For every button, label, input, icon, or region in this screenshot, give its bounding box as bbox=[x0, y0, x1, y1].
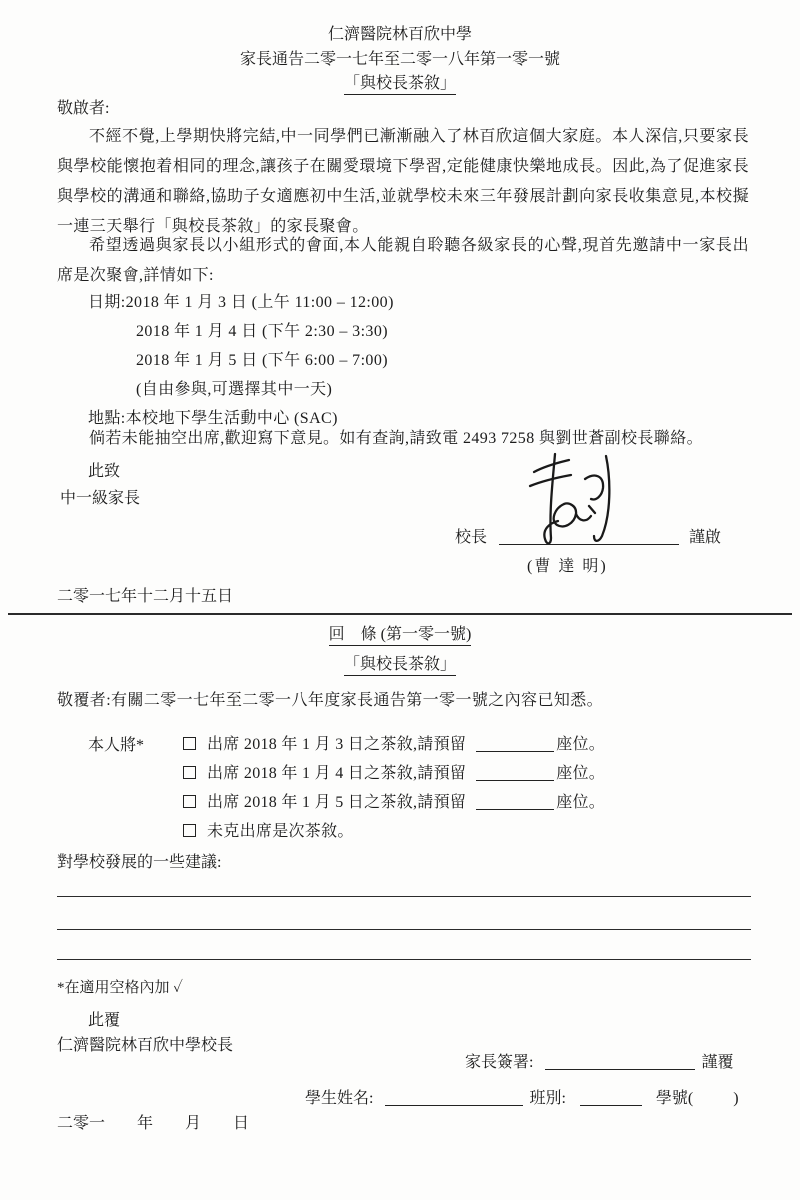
parent-signature-row bbox=[465, 1049, 733, 1072]
valediction: 此致 bbox=[88, 463, 121, 480]
option-text-after: 座位。 bbox=[556, 765, 606, 782]
principal-name: (曹 達 明) bbox=[527, 558, 608, 575]
addressee: 中一級家長 bbox=[60, 490, 141, 507]
option-text-after: 座位。 bbox=[556, 736, 606, 753]
checkbox-attend-jan3[interactable] bbox=[183, 737, 196, 750]
salutation: 敬啟者: bbox=[57, 100, 110, 117]
suggestion-writing-line-1[interactable] bbox=[57, 896, 751, 897]
school-name: 仁濟醫院林百欣中學 bbox=[327, 26, 472, 43]
acknowledgement: 敬覆者:有關二零一七年至二零一八年度家長通告第一零一號之內容已知悉。 bbox=[57, 692, 604, 709]
option-row-cannot-attend bbox=[183, 818, 354, 841]
reply-date-year-prefix: 二零一 bbox=[57, 1115, 106, 1132]
option-row-attend-jan3 bbox=[183, 731, 605, 754]
option-row-attend-jan5 bbox=[183, 789, 605, 812]
seats-blank-jan5[interactable] bbox=[476, 793, 554, 810]
option-text-before: 出席 2018 年 1 月 4 日之茶敘,請預留 bbox=[207, 765, 467, 782]
meeting-date-1: 日期:2018 年 1 月 3 日 (上午 11:00 – 12:00) bbox=[88, 294, 394, 311]
footnote-check-instruction: *在適用空格內加 ✓ bbox=[57, 980, 183, 996]
parent-sign-suffix: 謹覆 bbox=[701, 1054, 734, 1071]
checkbox-attend-jan4[interactable] bbox=[183, 766, 196, 779]
reply-slip-title-text: 回 條 (第一零一號) bbox=[329, 626, 472, 646]
option-text-before: 出席 2018 年 1 月 5 日之茶敘,請預留 bbox=[207, 794, 467, 811]
i-will-label: 本人將* bbox=[88, 737, 145, 754]
reply-slip-subject bbox=[0, 651, 800, 674]
reply-date-day-label: 日 bbox=[233, 1115, 250, 1132]
reply-date-row bbox=[57, 1110, 249, 1133]
principal-sign-suffix: 謹啟 bbox=[689, 529, 722, 546]
meeting-date-2: 2018 年 1 月 4 日 (下午 2:30 – 3:30) bbox=[136, 323, 388, 340]
class-line[interactable] bbox=[580, 1089, 642, 1106]
meeting-details bbox=[88, 288, 394, 433]
suggestion-writing-line-3[interactable] bbox=[57, 959, 751, 960]
class-label: 班別: bbox=[529, 1090, 566, 1107]
option-text-after: 座位。 bbox=[556, 794, 606, 811]
suggestions-label: 對學校發展的一些建議: bbox=[57, 854, 222, 871]
student-name-label: 學生姓名: bbox=[305, 1090, 374, 1107]
reply-addressee: 仁濟醫院林百欣中學校長 bbox=[57, 1037, 234, 1054]
principal-sign-row bbox=[455, 524, 721, 547]
option-row-attend-jan4 bbox=[183, 760, 605, 783]
reply-slip-subject-text: 「與校長茶敘」 bbox=[344, 656, 456, 676]
reply-valediction: 此覆 bbox=[88, 1012, 121, 1029]
parent-sign-label: 家長簽署: bbox=[465, 1054, 534, 1071]
checkbox-attend-jan5[interactable] bbox=[183, 795, 196, 808]
principal-title-label: 校長 bbox=[455, 529, 488, 546]
option-text-before: 出席 2018 年 1 月 3 日之茶敘,請預留 bbox=[207, 736, 467, 753]
student-info-row bbox=[305, 1085, 739, 1108]
body-paragraph-1: 不經不覺,上學期快將完結,中一同學們已漸漸融入了林百欣這個大家庭。本人深信,只要家長與學校能懷抱着相同的理念,讓孩子在關愛環境下學習,定能健康快樂地成長。因此,為了促進家長與學校的溝通和聯絡,協助子女適應初中生活,並就學校未來三年發展計劃向家長收集意見,本校擬一連三天舉行「與校長茶敘」的家長聚會。 bbox=[57, 128, 749, 235]
reply-date-month-label: 月 bbox=[185, 1115, 202, 1132]
reply-date-year-label: 年 bbox=[137, 1115, 154, 1132]
tear-off-divider bbox=[8, 613, 792, 615]
option-text-before: 未克出席是次茶敘。 bbox=[207, 823, 354, 840]
student-name-line[interactable] bbox=[385, 1089, 523, 1106]
notice-number: 家長通告二零一七年至二零一八年第一零一號 bbox=[239, 51, 560, 68]
checkbox-cannot-attend[interactable] bbox=[183, 824, 196, 837]
student-no-suffix: ) bbox=[733, 1090, 739, 1107]
reply-slip-title bbox=[0, 621, 800, 644]
meeting-date-3: 2018 年 1 月 5 日 (下午 6:00 – 7:00) bbox=[136, 352, 388, 369]
seats-blank-jan4[interactable] bbox=[476, 764, 554, 781]
letter-date: 二零一七年十二月十五日 bbox=[57, 588, 234, 605]
body-paragraph-2: 希望透過與家長以小組形式的會面,本人能親自聆聽各級家長的心聲,現首先邀請中一家長出席是次聚會,詳情如下: bbox=[57, 237, 749, 284]
meeting-venue: 地點:本校地下學生活動中心 (SAC) bbox=[88, 410, 338, 427]
parent-signature-line[interactable] bbox=[545, 1053, 695, 1070]
notice-subject-text: 「與校長茶敘」 bbox=[344, 75, 456, 95]
seats-blank-jan3[interactable] bbox=[476, 735, 554, 752]
student-no-prefix: 學號( bbox=[655, 1090, 694, 1107]
notice-subject bbox=[0, 70, 800, 93]
meeting-note: (自由參與,可選擇其中一天) bbox=[136, 381, 333, 398]
closing-paragraph: 倘若未能抽空出席,歡迎寫下意見。如有查詢,請致電 2493 7258 與劉世蒼副校長聯絡。 bbox=[89, 430, 704, 447]
principal-signature-line bbox=[499, 528, 679, 545]
suggestion-writing-line-2[interactable] bbox=[57, 929, 751, 930]
